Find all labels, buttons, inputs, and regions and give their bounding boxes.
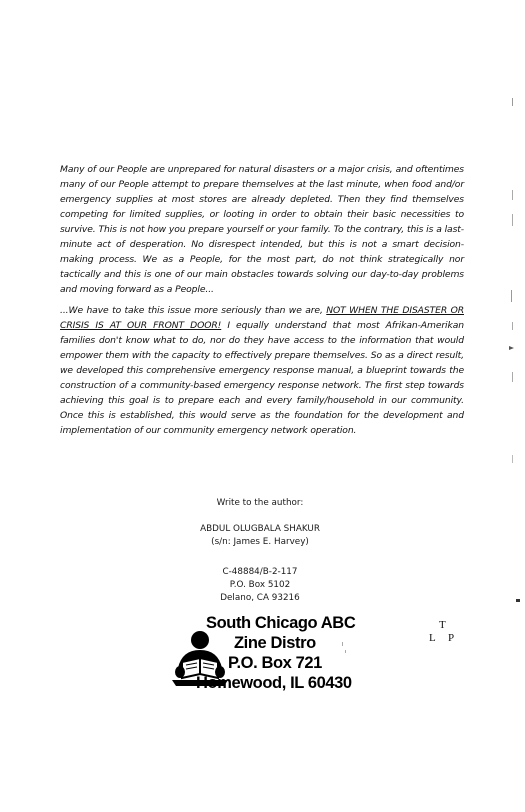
paragraph-2-intro: ...We have to take this issue more seriously than we are, — [60, 305, 327, 316]
author-alias: (s/n: James E. Harvey) — [211, 537, 309, 547]
distro-po-box: P.O. Box 721 — [228, 654, 322, 672]
margin-mark-l: L — [429, 632, 436, 644]
distro-subtitle: Zine Distro — [234, 634, 316, 652]
paragraph-2-emphasis: NOT WHEN THE DISASTER OR CRISIS IS AT OUR FRONT DOOR! — [60, 305, 464, 331]
paragraph-2 — [60, 303, 464, 438]
author-block — [160, 523, 360, 549]
city-line: Delano, CA 93216 — [220, 593, 300, 603]
paragraph-1: Many of our People are unprepared for natural disasters or a major crisis, and oftentimes many of our People attempt to prepare themselves at the last minute, when food and/or emergency supplies at most stores are already depleted. Then they find themselves competing for limited supplies, or looting in order to obtain their basic necessities to survive. This is not how you prepare yourself or your family. To the contrary, this is a last-minute act of desperation. No disrespect intended, but this is not a smart decision-making process. We as a People, for the most part, do not think strategically nor tactically and this is one of our main obstacles towards solving our day-to-day problems and moving forward as a People... — [60, 164, 464, 295]
distro-name: South Chicago ABC — [206, 614, 356, 632]
paragraph-2-rest: I equally understand that most Afrikan-Amerikan families don't know what to do, nor do they have access to the information that would empower them with the capacity to effectively prepare themselves. So as a direct result, we developed this comprehensive emergency response manual, a blueprint towards the construction of a community-based emergency response network. The first step towards achieving this goal is to prepare each and every family/household in our community. Once this is established, this would serve as the foundation for the development and implementation of our community emergency network operation. — [60, 320, 464, 436]
author-name: ABDUL OLUGBALA SHAKUR — [200, 524, 320, 534]
po-box: P.O. Box 5102 — [229, 580, 291, 590]
author-address — [160, 566, 360, 605]
write-to-heading: Write to the author: — [216, 498, 304, 508]
body-text — [60, 162, 464, 444]
margin-mark-t: T — [439, 619, 446, 631]
inmate-number: C-48884/B-2-117 — [222, 567, 298, 577]
distro-city: Homewood, IL 60430 — [196, 674, 352, 692]
distro-block — [168, 613, 378, 693]
margin-mark-p: P — [448, 632, 455, 644]
